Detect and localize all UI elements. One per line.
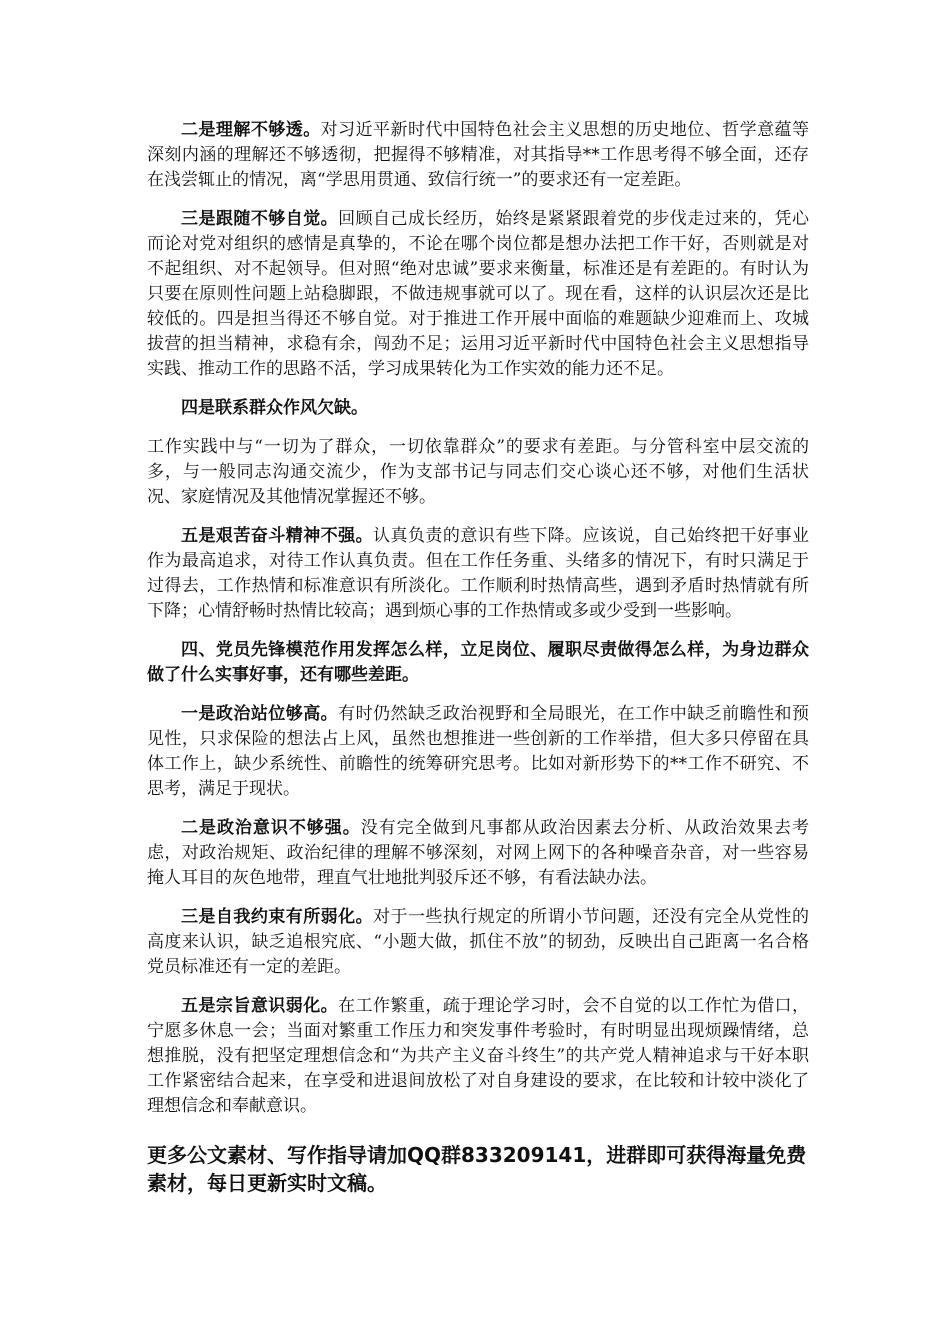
- paragraph-political-awareness: [147, 816, 809, 891]
- paragraph-lead: 三是跟随不够自觉。: [181, 209, 339, 229]
- promo-footer-note: 更多公文素材、写作指导请加QQ群833209141，进群即可获得海量免费素材，每日更新实时文稿。: [147, 1143, 807, 1195]
- paragraph-political-stance: [147, 702, 809, 802]
- paragraph-body: 没有完全做到凡事都从政治因素去分析、从政治效果去考虑，对政治规矩、政治纪律的理解不够深刻，对网上网下的各种噪音杂音，对一些容易掩人耳目的灰色地带，理直气壮地批判驳斥还不够，有看法缺办法。: [147, 818, 810, 888]
- paragraph-following: [147, 207, 809, 382]
- paragraph-lead: 二是政治意识不够强。: [181, 818, 361, 838]
- paragraph-understanding: [147, 118, 809, 193]
- paragraph-hard-work: [147, 524, 809, 624]
- paragraph-body: 有时仍然缺乏政治视野和全局眼光，在工作中缺乏前瞻性和预见性，只求保险的想法占上风，虽然也想推进一些创新的工作举措，但大多只停留在具体工作上，缺少系统性、前瞻性的统筹研究思考。比如对新形势下的**工作不研究、不思考，满足于现状。: [147, 704, 810, 799]
- document-page: [147, 118, 809, 1217]
- paragraph-body: 在工作繁重，疏于理论学习时，会不自觉的以工作忙为借口，宁愿多休息一会；当面对繁重工作压力和突发事件考验时，有时明显出现烦躁情绪，总想推脱，没有把坚定理想信念和“为共产主义奋斗终生”的共产党人精神追求与干好本职工作紧密结合起来，在享受和进退间放松了对自身建设的要求，在比较和计较中淡化了理想信念和奉献意识。: [147, 996, 810, 1116]
- paragraph-mass-line-body: 工作实践中与“一切为了群众，一切依靠群众”的要求有差距。与分管科室中层交流的多，与一般同志沟通交流少，作为支部书记与同志们交心谈心还不够，对他们生活状况、家庭情况及其他情况掌握还不够。: [147, 437, 809, 507]
- paragraph-body: 回顾自己成长经历，始终是紧紧跟着党的步伐走过来的，凭心而论对党对组织的感情是真挚的，不论在哪个岗位都是想办法把工作干好，否则就是对不起组织、对不起领导。但对照“绝对忠诚”要求来衡量，标准还是有差距的。有时认为只要在原则性问题上站稳脚跟，不做违规事就可以了。现在看，这样的认识层次还是比较低的。四是担当得还不够自觉。对于推进工作开展中面临的难题缺少迎难而上、攻城拔营的担当精神，求稳有余，闯劲不足；运用习近平新时代中国特色社会主义思想指导实践、推动工作的思路不活，学习成果转化为工作实效的能力还不足。: [147, 209, 810, 379]
- paragraph-self-discipline: [147, 905, 809, 980]
- paragraph-lead: 五是宗旨意识弱化。: [181, 996, 339, 1016]
- paragraph-body: 认真负责的意识有些下降。应该说，自己始终把干好事业作为最高追求，对待工作认真负责。但在工作任务重、头绪多的情况下，有时只满足于过得去，工作热情和标准意识有所淡化。工作顺利时热情高些，遇到矛盾时热情就有所下降；心情舒畅时热情比较高；遇到烦心事的工作热情或多或少受到一些影响。: [147, 526, 810, 621]
- paragraph-body: 对习近平新时代中国特色社会主义思想的历史地位、哲学意蕴等深刻内涵的理解还不够透彻，把握得不够精准，对其指导**工作思考得不够全面，还存在浅尝辄止的情况，离“学思用贯通、致信行统一”的要求还有一定差距。: [147, 120, 810, 190]
- paragraph-lead: 三是自我约束有所弱化。: [181, 907, 374, 927]
- paragraph-lead: 二是理解不够透。: [181, 120, 321, 140]
- paragraph-lead: 五是艰苦奋斗精神不强。: [181, 526, 374, 546]
- section-heading-four: 四、党员先锋模范作用发挥怎么样，立足岗位、履职尽责做得怎么样，为身边群众做了什么实事好事，还有哪些差距。: [147, 640, 809, 685]
- paragraph-purpose-awareness: [147, 994, 809, 1119]
- paragraph-lead: 一是政治站位够高。: [181, 704, 339, 724]
- paragraph-body: 对于一些执行规定的所谓小节问题，还没有完全从党性的高度来认识，缺乏追根究底、“小题大做，抓住不放”的韧劲，反映出自己距离一名合格党员标准还有一定的差距。: [147, 907, 810, 977]
- subheading-mass-line: 四是联系群众作风欠缺。: [181, 398, 368, 418]
